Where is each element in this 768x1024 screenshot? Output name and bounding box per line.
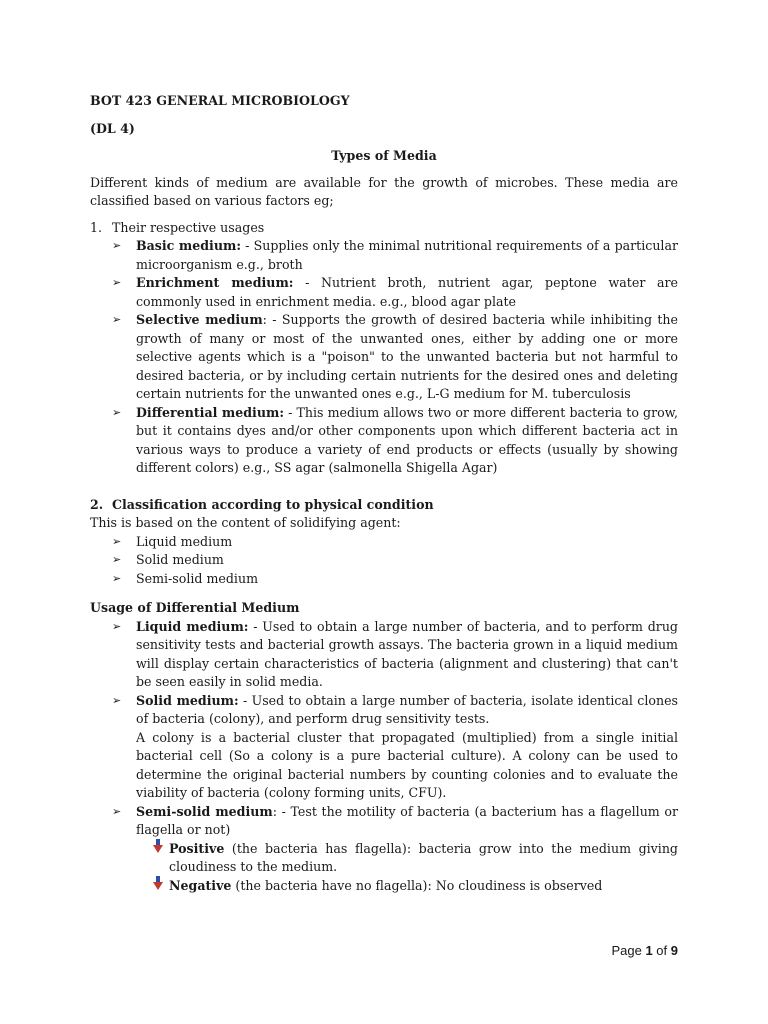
item-text: (the bacteria have no flagella): No cloudiness is observed — [231, 877, 603, 893]
total-pages: 9 — [670, 943, 678, 958]
down-arrow-icon — [151, 840, 169, 877]
list-item — [112, 404, 678, 478]
section-2-title: Classification according to physical condition — [112, 496, 434, 512]
item-text: (the bacteria has flagella): bacteria grow into the medium giving cloudiness to the medium. — [169, 840, 678, 874]
current-page: 1 — [645, 943, 653, 958]
section-3-heading: Usage of Differential Medium — [90, 600, 300, 615]
item-label: Solid medium: — [136, 692, 239, 708]
arrowhead-icon: ➢ — [112, 313, 122, 326]
course-title: BOT 423 GENERAL MICROBIOLOGY — [90, 93, 350, 108]
item-text: - Used to obtain a large number of bacteria, isolate identical clones of bacteria (colony), and perform drug sensitivity tests. — [136, 692, 678, 726]
list-item — [112, 274, 678, 311]
list-item — [112, 570, 678, 589]
item-label: Negative — [169, 877, 232, 893]
section-1-title: Their respective usages — [112, 219, 265, 235]
item-label: Liquid medium: — [136, 618, 249, 634]
section-1-list — [90, 237, 678, 478]
item-text: - Supplies only the minimal nutritional requirements of a particular microorganism e.g., broth — [136, 238, 678, 272]
item-label: Differential medium: — [136, 404, 284, 420]
item-text: - This medium allows two or more different bacteria to grow, but it contains dyes and/or other components upon which different bacteria act in various ways to produce a variety of end products or effects (usually by showing different colors) e.g., SS agar (salmonella Shigella Agar) — [136, 404, 678, 475]
motility-result-list — [90, 840, 678, 896]
item-label: Positive — [169, 840, 225, 856]
section-2-intro: This is based on the content of solidifying agent: — [90, 515, 401, 530]
section-1-heading — [90, 219, 678, 238]
list-item — [112, 311, 678, 404]
document-code: (DL 4) — [90, 120, 135, 136]
section-1-number: 1. — [90, 219, 103, 235]
item-text: - Nutrient broth, nutrient agar, peptone water are commonly used in enrichment media. e.g., blood agar plate — [136, 275, 678, 309]
item-label: Basic medium: — [136, 238, 241, 253]
item-text: : - Supports the growth of desired bacteria while inhibiting the growth of many or most of the unwanted ones, either by adding one or more selective agents which is a "poison" to the unwanted bacteria but not harmful to desired bacteria, or by including certain nutrients for the desired ones and deleting certain nutrients for the unwanted ones e.g., L-G medium for M. tuberculosis — [136, 312, 678, 401]
list-item — [151, 840, 678, 877]
document-page — [90, 92, 678, 895]
item-text: Solid medium — [136, 552, 224, 567]
arrowhead-icon: ➢ — [112, 405, 122, 419]
page-of: of — [652, 943, 671, 958]
arrowhead-icon: ➢ — [112, 534, 122, 548]
item-label: Semi-solid medium — [136, 803, 273, 819]
item-text: : - Test the motility of bacteria (a bacterium has a flagellum or flagella or not) — [136, 803, 678, 837]
list-item — [112, 533, 678, 552]
list-item — [112, 237, 678, 274]
item-label: Enrichment medium: — [136, 275, 294, 290]
section-2-number: 2. — [90, 496, 104, 512]
arrowhead-icon: ➢ — [112, 239, 122, 252]
down-arrow-icon — [151, 877, 169, 896]
arrowhead-icon: ➢ — [112, 276, 122, 289]
item-text: - Used to obtain a large number of bacteria, and to perform drug sensitivity tests and bacterial growth assays. The bacteria grown in a liquid medium will display certain characteristics of bacteria (alignment and clustering) that can't be seen easily in solid media. — [136, 618, 678, 689]
page-prefix: Page — [611, 943, 646, 958]
section-3-list — [90, 618, 678, 840]
item-label: Selective medium — [136, 312, 263, 327]
list-item — [112, 551, 678, 570]
intro-paragraph: Different kinds of medium are available for the growth of microbes. These media are classified based on various factors eg; — [90, 174, 678, 208]
page-title: Types of Media — [331, 148, 437, 163]
page-number — [611, 942, 678, 961]
list-item — [112, 803, 678, 840]
item-text: Semi-solid medium — [136, 570, 259, 586]
arrowhead-icon: ➢ — [112, 693, 122, 707]
arrowhead-icon: ➢ — [112, 553, 122, 566]
arrowhead-icon: ➢ — [112, 619, 122, 633]
section-2-list — [90, 533, 678, 589]
arrowhead-icon: ➢ — [112, 804, 122, 818]
colony-paragraph: A colony is a bacterial cluster that propagated (multiplied) from a single initial bacterial cell (So a colony is a pure bacterial culture). A colony can be used to determine the original bacterial numbers by counting colonies and to evaluate the viability of bacteria (colony forming units, CFU). — [136, 729, 678, 800]
list-item — [112, 618, 678, 692]
item-text: Liquid medium — [136, 533, 233, 549]
list-item — [112, 692, 678, 803]
section-2-heading — [90, 496, 678, 515]
arrowhead-icon: ➢ — [112, 571, 122, 585]
list-item — [151, 877, 678, 896]
